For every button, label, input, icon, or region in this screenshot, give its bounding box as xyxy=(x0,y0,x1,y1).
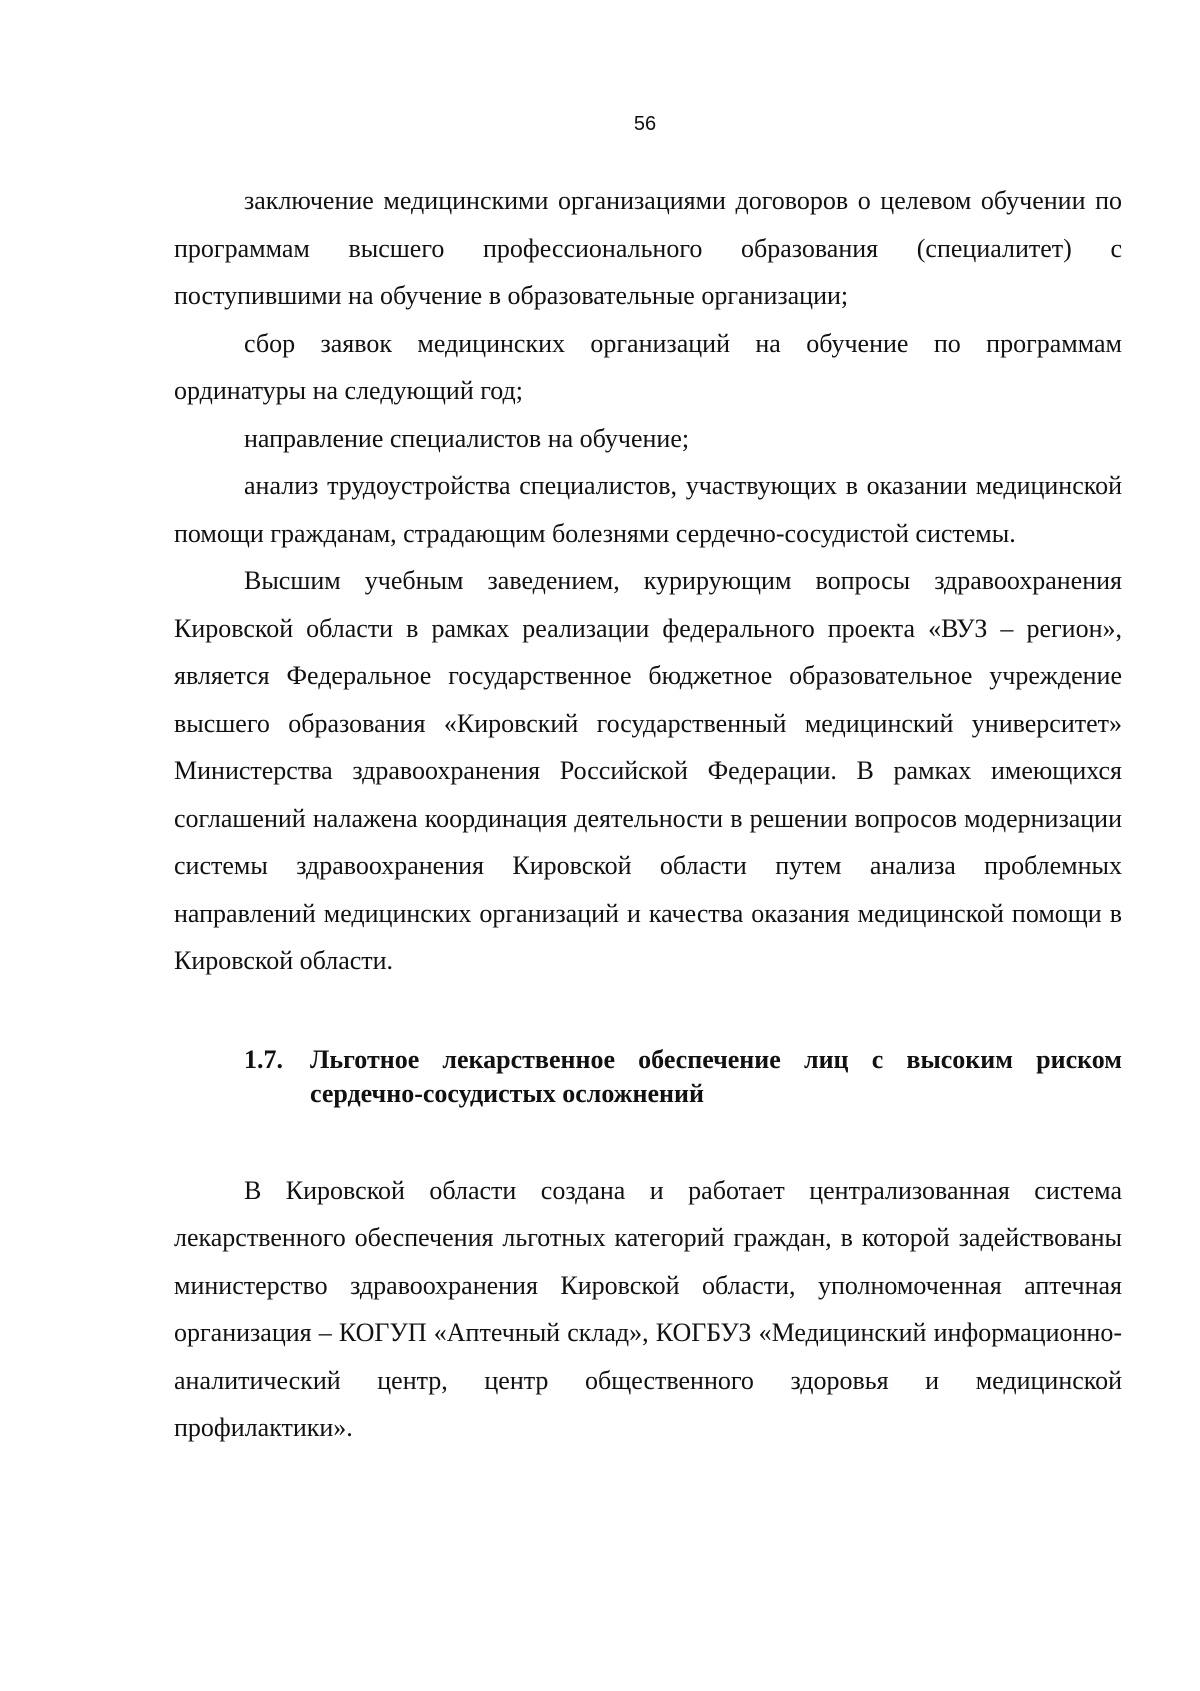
paragraph-specialist-referral: направление специалистов на обучение; xyxy=(244,423,690,453)
section-title: Льготное лекарственное обеспечение лиц с высоким риском сердечно-сосудистых осложнений xyxy=(310,1044,1122,1108)
paragraph-residency-applications: сбор заявок медицинских организаций на обучение по программам ординатуры на следующий год; xyxy=(174,328,1122,405)
page-content xyxy=(174,177,1122,1452)
page-number: 56 xyxy=(633,113,657,135)
paragraph-university: Высшим учебным заведением, курирующим вопросы здравоохранения Кировской области в рамках реализации федерального проекта «ВУЗ – регион», является Федеральное государственное бюджетное образовательное учреждение высшего образования «Кировский государственный медицинский университет» Министерства здравоохранения Российской Федерации. В рамках имеющихся соглашений налажена координация деятельности в решении вопросов модернизации системы здравоохранения Кировской области путем анализа проблемных направлений медицинских организаций и качества оказания медицинской помощи в Кировской области. xyxy=(174,566,1122,975)
section-number: 1.7. xyxy=(244,1044,283,1074)
paragraph-employment-analysis: анализ трудоустройства специалистов, участвующих в оказании медицинской помощи гражданам, страдающим болезнями сердечно-сосудистой системы. xyxy=(174,471,1122,548)
paragraph-target-training: заключение медицинскими организациями договоров о целевом обучении по программам высшего профессионального образования (специалитет) с поступившими на обучение в образовательные организации; xyxy=(174,186,1122,310)
paragraph-drug-provision: В Кировской области создана и работает централизованная система лекарственного обеспечения льготных категорий граждан, в которой задействованы министерство здравоохранения Кировской области, уполномоченная аптечная организация – КОГУП «Аптечный склад», КОГБУЗ «Медицинский информационно-аналитический центр, центр общественного здоровья и медицинской профилактики». xyxy=(174,1175,1122,1442)
section-heading xyxy=(174,1043,1122,1111)
